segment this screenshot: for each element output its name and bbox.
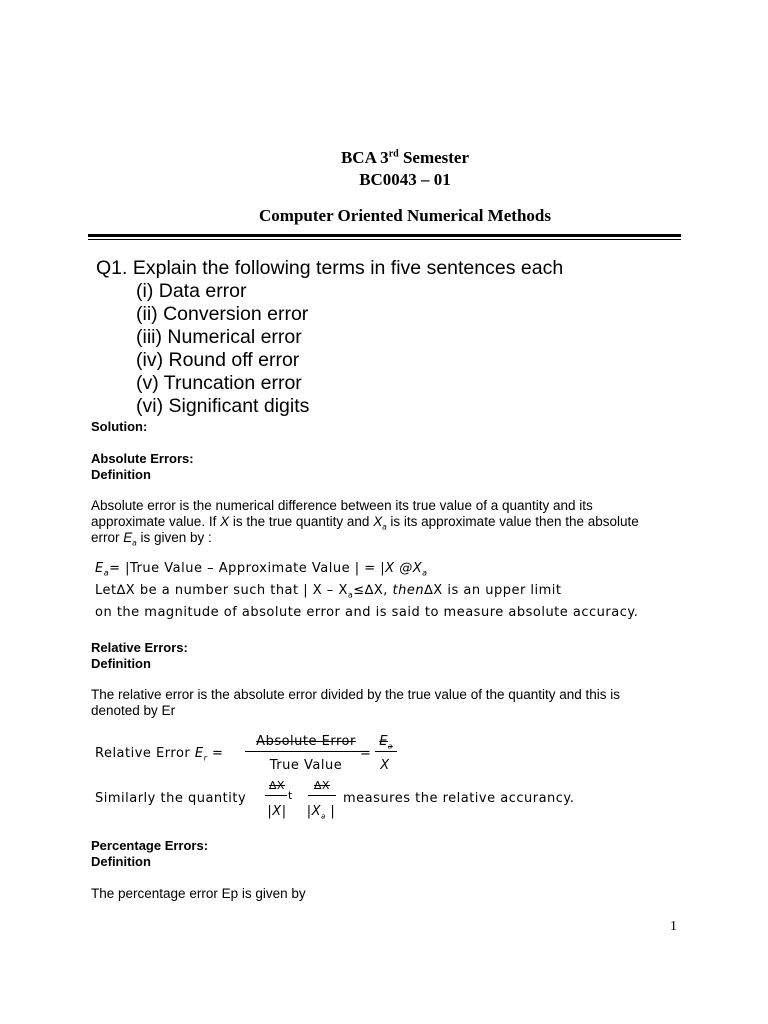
- similarly-text: Similarly the quantity: [95, 791, 247, 806]
- absolute-paragraph-line1: Absolute error is the numerical difference between its true value of a quantity and its: [91, 498, 593, 513]
- question-item: (vi) Significant digits: [136, 395, 310, 417]
- relative-frac2-numerator: $E_a$: [379, 734, 393, 751]
- absolute-formula-2: Let∆X be a number such that | $X - X_a\le\Delta X$, then∆X is an upper limit: [95, 583, 562, 600]
- relative-frac2-bar: [375, 751, 397, 752]
- course-suffix: Semester: [398, 148, 470, 167]
- header-rule-thick: [88, 234, 681, 237]
- question-item: (ii) Conversion error: [136, 303, 309, 325]
- question-item: (i) Data error: [136, 280, 247, 302]
- question-intro: Q1. Explain the following terms in five sentences each: [96, 257, 564, 279]
- course-code: BC0043 – 01: [359, 170, 451, 189]
- relative-frac1-bar: [245, 751, 367, 752]
- frac4-bar: [308, 795, 336, 796]
- relative-paragraph-line1: The relative error is the absolute error divided by the true value of the quantity and this is: [91, 687, 621, 702]
- frac3-denominator: |X|: [267, 804, 287, 819]
- absolute-formula-1: $E_a=$ |True Value – Approximate Value | = |X $@X_a$: [95, 561, 428, 578]
- question-item: (v) Truncation error: [136, 372, 302, 394]
- course-sup: rd: [388, 148, 399, 160]
- frac3-bar: [265, 795, 287, 796]
- document-title: Computer Oriented Numerical Methods: [259, 206, 551, 225]
- absolute-paragraph-line2: approximate value. If X is the true quantity and $X_a$ is its approximate value then the absolute: [91, 514, 639, 532]
- relative-frac1-denominator: True Value: [269, 758, 343, 773]
- frac3-mark: t: [288, 789, 293, 802]
- absolute-paragraph-line3: error $E_a$ is given by :: [91, 530, 212, 548]
- relative-frac1-numerator: Absolute Error: [256, 734, 356, 749]
- solution-label: Solution:: [91, 419, 148, 434]
- percentage-heading: Percentage Errors:: [91, 838, 209, 853]
- relative-paragraph-line2: denoted by Er: [91, 703, 176, 718]
- relative-eq2: =: [360, 746, 372, 761]
- question-item: (iv) Round off error: [136, 349, 300, 371]
- percentage-definition-label: Definition: [91, 854, 151, 869]
- absolute-heading: Absolute Errors:: [91, 451, 194, 466]
- absolute-definition-label: Definition: [91, 467, 151, 482]
- percentage-paragraph: The percentage error Ep is given by: [91, 886, 306, 901]
- course-prefix: BCA 3: [340, 148, 389, 167]
- frac4-numerator: ∆X: [314, 779, 330, 792]
- relative-definition-label: Definition: [91, 656, 151, 671]
- frac4-denominator: $|X_a$ |: [306, 804, 336, 821]
- question-item: (iii) Numerical error: [136, 326, 302, 348]
- relative-formula-lhs: Relative Error $E_r$ =: [95, 746, 224, 763]
- absolute-formula-3: on the magnitude of absolute error and is said to measure absolute accuracy.: [95, 605, 639, 620]
- page-number: 1: [670, 919, 677, 934]
- course-title: [0, 148, 768, 168]
- measures-text: measures the relative accurancy.: [343, 791, 575, 806]
- header-rule-thin: [88, 239, 681, 240]
- frac3-numerator: ∆X: [269, 779, 285, 792]
- relative-frac2-denominator: X: [380, 758, 390, 773]
- relative-heading: Relative Errors:: [91, 640, 188, 655]
